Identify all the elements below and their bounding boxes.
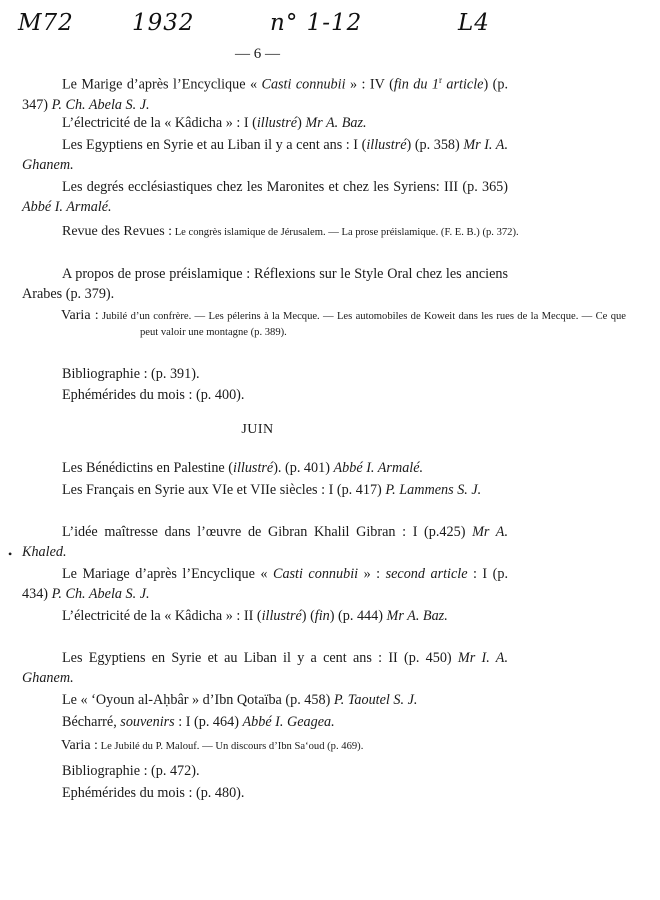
toc-entry: Les Français en Syrie aux VIe et VIIe siècles : I (p. 417) P. Lammens S. J. bbox=[62, 482, 482, 498]
varia-section bbox=[22, 308, 626, 341]
page-number: — 6 — bbox=[235, 46, 280, 62]
varia-text: Jubilé d’un confrère. — Les pélerins à la Mecque. — Les automobiles de Koweit dans les rues de la Mecque. — Ce que peut valoir une montagne (p. 389). bbox=[101, 311, 626, 338]
toc-entry: Les Egyptiens en Syrie et au Liban il y a cent ans : I (illustré) (p. 358) Mr I. A. Ghanem. bbox=[22, 137, 508, 173]
varia-label: Varia : bbox=[61, 738, 98, 753]
toc-entry: Le Mariage d’après l’Encyclique « Casti connubii » : second article : I (p. 434) P. Ch. Abela S. J. bbox=[22, 566, 508, 602]
toc-entry: L’électricité de la « Kâdicha » : II (illustré) (fin) (p. 444) Mr A. Baz. bbox=[62, 608, 448, 624]
ephemerides-entry: Ephémérides du mois : (p. 400). bbox=[62, 387, 245, 403]
toc-entry: L’électricité de la « Kâdicha » : I (illustré) Mr A. Baz. bbox=[62, 115, 367, 131]
varia-text: Le Jubilé du P. Malouf. — Un discours d’Ibn Sa‘oud (p. 469). bbox=[100, 741, 364, 752]
margin-dot: • bbox=[8, 547, 13, 561]
handwritten-note-4: L4 bbox=[458, 10, 490, 36]
bibliography-entry: Bibliographie : (p. 391). bbox=[62, 366, 200, 382]
handwritten-note-1: M72 bbox=[18, 10, 74, 36]
handwritten-note-3: n° 1-12 bbox=[270, 10, 363, 36]
toc-entry: Le « ‘Oyoun al-Aḥbâr » d’Ibn Qotaïba (p. 458) P. Taoutel S. J. bbox=[62, 692, 418, 708]
varia-label: Varia : bbox=[61, 308, 99, 323]
revue-des-revues bbox=[22, 224, 660, 241]
varia-section-juin bbox=[22, 738, 626, 755]
toc-entry: A propos de prose préislamique : Réflexions sur le Style Oral chez les anciens Arabes (p. 379). bbox=[22, 266, 508, 302]
toc-entry: Les Egyptiens en Syrie et au Liban il y a cent ans : II (p. 450) Mr I. A. Ghanem. bbox=[22, 650, 508, 686]
toc-entry: Les degrés ecclésiastiques chez les Maronites et chez les Syriens: III (p. 365) Abbé I. Armalé. bbox=[22, 179, 508, 215]
ephemerides-entry: Ephémérides du mois : (p. 480). bbox=[62, 785, 245, 801]
toc-entry: Bécharré, souvenirs : I (p. 464) Abbé I. Geagea. bbox=[62, 714, 335, 730]
toc-entry: Les Bénédictins en Palestine (illustré). (p. 401) Abbé I. Armalé. bbox=[62, 460, 424, 476]
toc-entry: Le Marige d’après l’Encyclique « Casti connubii » : IV (fin du 1$^r$ article) (p. 347) P. Ch. Abela S. J. bbox=[22, 75, 508, 113]
handwritten-note-2: 1932 bbox=[132, 10, 195, 36]
bibliography-entry: Bibliographie : (p. 472). bbox=[62, 763, 200, 779]
revue-text: Le congrès islamique de Jérusalem. — La prose préislamique. (F. E. B.) (p. 372). bbox=[174, 227, 519, 238]
toc-entry: L’idée maîtresse dans l’œuvre de Gibran Khalil Gibran : I (p.425) Mr A. Khaled. bbox=[22, 524, 509, 560]
section-heading-juin: JUIN bbox=[241, 422, 274, 437]
revue-label: Revue des Revues : bbox=[62, 224, 173, 239]
